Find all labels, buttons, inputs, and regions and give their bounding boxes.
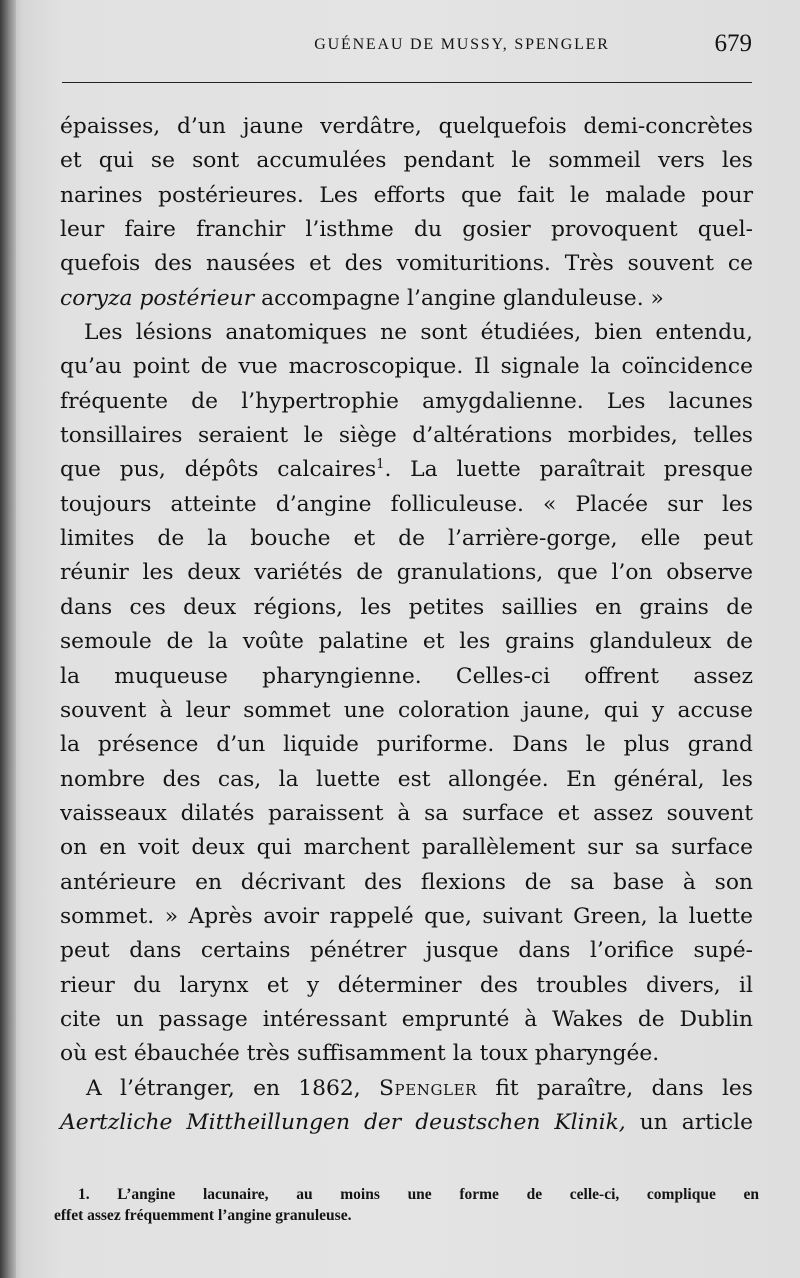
- text-line: la présence d’un liquide puriforme. Dans le plus grand: [60, 732, 753, 758]
- text-line: sommet. » Après avoir rappelé que, suivant Green, la luette: [60, 903, 753, 929]
- text-line: antérieure en décrivant des flexions de sa base à son: [60, 869, 753, 895]
- page-binding-shadow: [0, 0, 16, 1278]
- text-line: dans ces deux régions, les petites saillies en grains de: [60, 594, 753, 620]
- paragraph-first-line: Les lésions anatomiques ne sont étudiées, bien entendu,: [84, 320, 753, 346]
- text-line: [60, 453, 753, 487]
- text-fragment: . La luette paraîtrait presque: [384, 457, 753, 483]
- text-fragment: un article: [625, 1109, 753, 1135]
- text-line: souvent à leur sommet une coloration jaune, qui y accuse: [60, 697, 753, 723]
- text-line: toujours atteinte d’angine folliculeuse. « Placée sur les: [60, 491, 753, 517]
- text-line: limites de la bouche et de l’arrière-gorge, elle peut: [60, 526, 753, 552]
- text-line: narines postérieures. Les efforts que fait le malade pour: [60, 182, 753, 208]
- text-line: quefois des nausées et des vomituritions. Très souvent ce: [60, 251, 753, 277]
- running-title: GUÉNEAU DE MUSSY, SPENGLER: [314, 36, 610, 53]
- text-line: [60, 282, 753, 316]
- text-line: fréquente de l’hypertrophie amygdalienne. Les lacunes: [60, 388, 753, 414]
- text-line: vaisseaux dilatés paraissent à sa surface et assez souvent: [60, 800, 753, 826]
- text-line: [60, 1106, 753, 1140]
- text-line: qu’au point de vue macroscopique. Il signale la coïncidence: [60, 354, 753, 380]
- header-rule: [62, 82, 752, 83]
- author-name: Spengler: [378, 1075, 478, 1101]
- text-line: où est ébauchée très suffisamment la toux pharyngée.: [60, 1041, 660, 1067]
- footnotes: [54, 1184, 759, 1226]
- text-line: on en voit deux qui marchent parallèlement sur sa surface: [60, 835, 753, 861]
- text-line: et qui se sont accumulées pendant le sommeil vers les: [60, 148, 753, 174]
- paragraph-first-line: [60, 1072, 753, 1106]
- footnote-line: 1. L’angine lacunaire, au moins une forme de celle-ci, complique en: [78, 1186, 759, 1203]
- text-line: nombre des cas, la luette est allongée. En général, les: [60, 766, 753, 792]
- text-fragment: A l’étranger, en 1862,: [86, 1075, 379, 1101]
- italic-phrase: coryza postérieur: [60, 285, 255, 311]
- footnote-reference: 1: [376, 457, 385, 473]
- running-head: [60, 30, 754, 64]
- text-line: leur faire franchir l’isthme du gosier provoquent quel-: [60, 217, 753, 243]
- text-fragment: que pus, dépôts calcaires: [60, 457, 377, 483]
- text-line: semoule de la voûte palatine et les grains glanduleux de: [60, 629, 753, 655]
- text-line: peut dans certains pénétrer jusque dans l’orifice supé-: [60, 938, 753, 964]
- text-line: épaisses, d’un jaune verdâtre, quelquefois demi-concrètes: [60, 114, 753, 139]
- text-line: tonsillaires seraient le siège d’altérations morbides, telles: [60, 423, 753, 449]
- text-fragment: fit paraître, dans les: [477, 1075, 753, 1101]
- text-line: la muqueuse pharyngienne. Celles-ci offrent assez: [60, 663, 753, 689]
- footnote-line: effet assez fréquemment l’angine granuleuse.: [54, 1207, 352, 1224]
- text-fragment: accompagne l’angine glanduleuse. »: [254, 285, 664, 311]
- journal-title: Aertzliche Mittheillungen der deustschen Klinik,: [60, 1109, 626, 1135]
- text-line: rieur du larynx et y déterminer des troubles divers, il: [60, 972, 753, 998]
- body-text: [60, 110, 753, 1140]
- text-line: réunir les deux variétés de granulations, que l’on observe: [60, 560, 753, 586]
- text-line: cite un passage intéressant emprunté à Wakes de Dublin: [60, 1006, 753, 1032]
- page-number: 679: [714, 30, 752, 57]
